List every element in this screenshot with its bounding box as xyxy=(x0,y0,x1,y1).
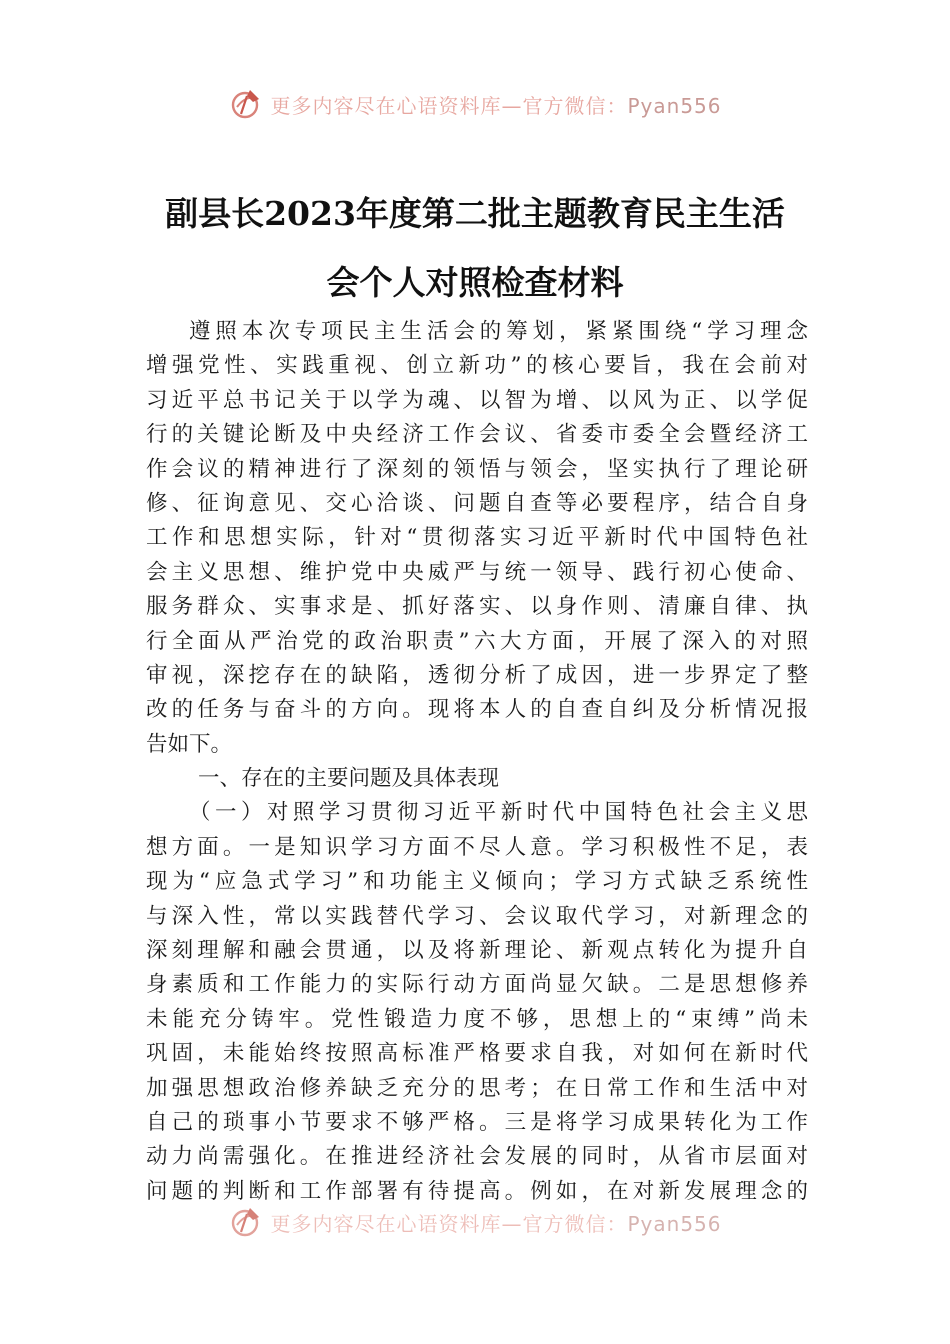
paragraph-line: 深刻理解和融会贯通，以及将新理论、新观点转化为提升自 xyxy=(146,938,808,964)
paragraph-line: 动力尚需强化。在推进经济社会发展的同时，从省市层面对 xyxy=(146,1144,808,1170)
brush-logo-icon xyxy=(228,86,264,122)
watermark-label: 更多内容尽在心语资料库—官方微信： xyxy=(270,1211,628,1236)
paragraph-line: 工作和思想实际，针对“贯彻落实习近平新时代中国特色社 xyxy=(146,525,808,551)
paragraph-line: 改的任务与奋斗的方向。现将本人的自查自纠及分析情况报 xyxy=(146,697,808,723)
paragraph-line: 服务群众、实事求是、抓好落实、以身作则、清廉自律、执 xyxy=(146,594,808,620)
document-title-line-2: 会个人对照检查材料 xyxy=(326,263,624,302)
paragraph-line: 行全面从严治党的政治职责”六大方面，开展了深入的对照 xyxy=(146,628,808,654)
paragraph-line: 增强党性、实践重视、创立新功”的核心要旨，我在会前对 xyxy=(146,353,808,379)
paragraph-line: 告如下。 xyxy=(146,731,233,757)
paragraph-line: 行的关键论断及中央经济工作会议、省委市委全会暨经济工 xyxy=(146,422,808,448)
paragraph-line: 未能充分铸牢。党性锻造力度不够，思想上的“束缚”尚未 xyxy=(146,1006,808,1032)
paragraph-line: 自己的琐事小节要求不够严格。三是将学习成果转化为工作 xyxy=(146,1109,808,1135)
paragraph-line: 会主义思想、维护党中央威严与统一领导、践行初心使命、 xyxy=(146,559,808,585)
paragraph-line: 习近平总书记关于以学为魂、以智为增、以风为正、以学促 xyxy=(146,387,808,413)
document-title-line-1: 副县长2023年度第二批主题教育民主生活 xyxy=(165,194,785,233)
watermark-header xyxy=(0,84,950,124)
watermark-wechat-id: Pyan556 xyxy=(627,1211,722,1236)
section-heading: 一、存在的主要问题及具体表现 xyxy=(198,766,500,792)
paragraph-line: 审视，深挖存在的缺陷，透彻分析了成因，进一步界定了整 xyxy=(146,662,808,688)
paragraph-line: 巩固，未能始终按照高标准严格要求自我，对如何在新时代 xyxy=(146,1041,808,1067)
paragraph-line: 想方面。一是知识学习方面不尽人意。学习积极性不足，表 xyxy=(146,834,808,860)
paragraph-line: （一）对照学习贯彻习近平新时代中国特色社会主义思 xyxy=(189,800,808,826)
watermark-wechat-id: Pyan556 xyxy=(627,93,722,118)
brush-logo-icon xyxy=(228,1204,264,1240)
paragraph-line: 问题的判断和工作部署有待提高。例如，在对新发展理念的 xyxy=(146,1178,808,1204)
paragraph-line: 修、征询意见、交心洽谈、问题自查等必要程序，结合自身 xyxy=(146,490,808,516)
paragraph-line: 遵照本次专项民主生活会的筹划，紧紧围绕“学习理念 xyxy=(189,319,808,344)
watermark-footer xyxy=(0,1202,950,1242)
document-body xyxy=(146,315,808,1209)
section-paragraph xyxy=(146,796,808,1209)
paragraph-line: 与深入性，常以实践替代学习、会议取代学习，对新理念的 xyxy=(146,903,808,929)
paragraph-line: 作会议的精神进行了深刻的领悟与领会，坚实执行了理论研 xyxy=(146,456,808,482)
paragraph-line: 身素质和工作能力的实际行动方面尚显欠缺。二是思想修养 xyxy=(146,972,808,998)
watermark-text xyxy=(270,1208,721,1237)
watermark-text xyxy=(270,90,721,119)
watermark-label: 更多内容尽在心语资料库—官方微信： xyxy=(270,93,628,118)
paragraph-line: 现为“应急式学习”和功能主义倾向；学习方式缺乏系统性 xyxy=(146,869,808,895)
intro-paragraph xyxy=(146,315,808,762)
paragraph-line: 加强思想政治修养缺乏充分的思考；在日常工作和生活中对 xyxy=(146,1075,808,1101)
